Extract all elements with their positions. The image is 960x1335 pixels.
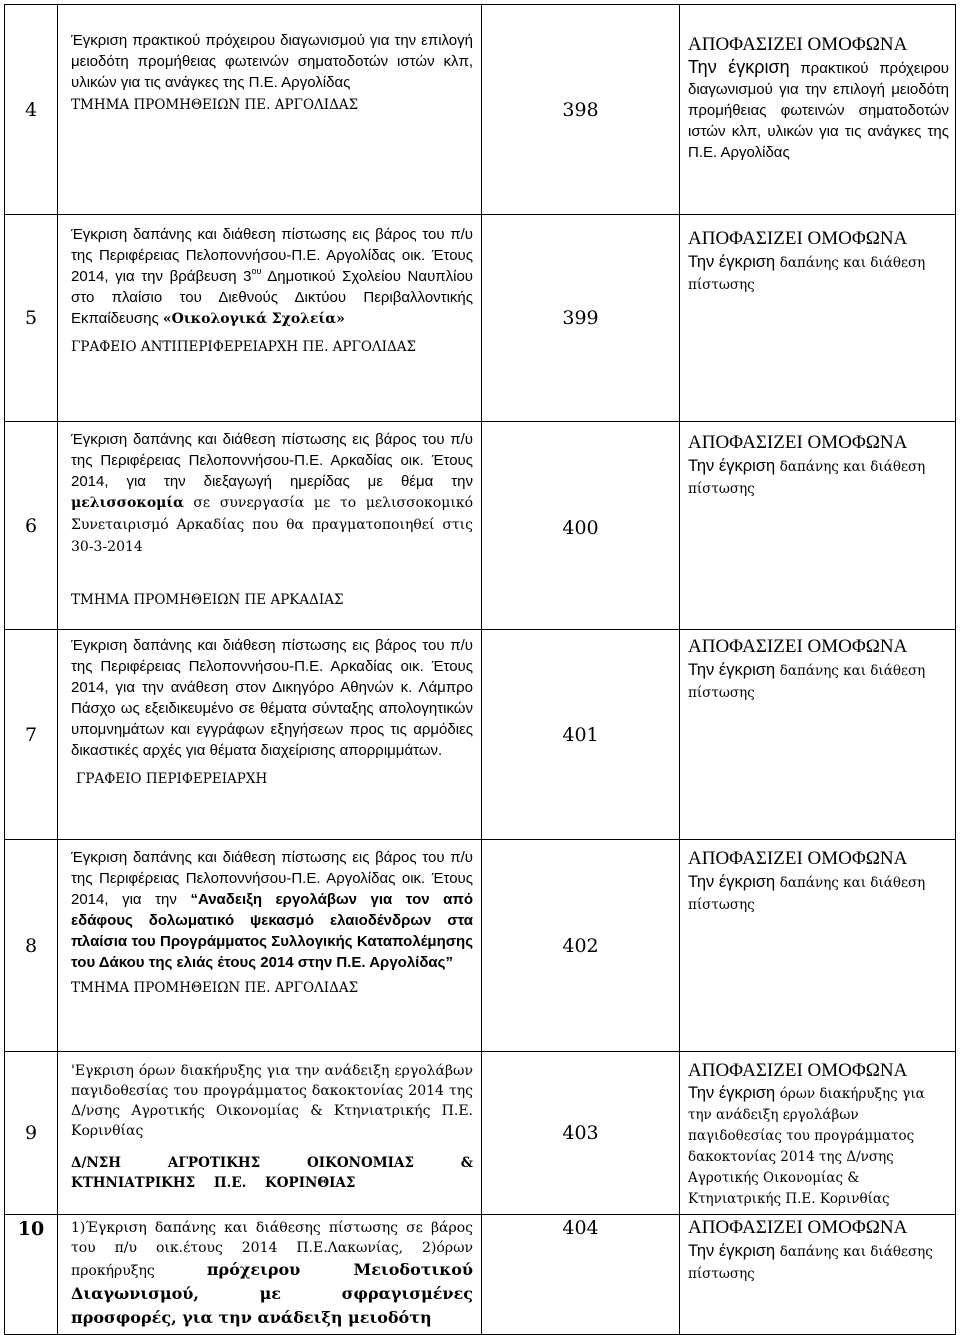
subject-text <box>71 847 473 973</box>
resolution-body <box>688 871 949 916</box>
decision-number: 399 <box>482 215 680 422</box>
subject-text <box>71 1218 473 1330</box>
subject-highlight: πρόχειρου Μειοδοτικού Διαγωνισμού, με σφραγισμένες προσφορές, για την ανάδειξη μειοδότη <box>71 1260 474 1327</box>
department-label: ΓΡΑΦΕΙΟ ΠΕΡΙΦΕΡΕΙΑΡΧΗ <box>76 771 268 787</box>
decision-number: 401 <box>482 630 680 840</box>
resolution-heading: ΑΠΟΦΑΣΙΖΕΙ ΟΜΟΦΩΝΑ <box>688 228 908 249</box>
resolution-text: πρακτικού πρόχειρου διαγωνισμού για την επιλογή μειοδότη προμήθειας φωτεινών σηματοδοτών ιστών κλπ, υλικών για τις ανάγκες της Π.Ε. Αργολίδας <box>688 60 949 161</box>
table-row <box>5 215 956 422</box>
resolution-heading: ΑΠΟΦΑΣΙΖΕΙ ΟΜΟΦΩΝΑ <box>688 848 908 869</box>
item-number: 9 <box>5 1052 58 1215</box>
table-row <box>5 1052 956 1215</box>
resolution-lead: Την έγκριση <box>688 253 776 271</box>
item-number: 5 <box>5 215 58 422</box>
subject-text: Έγκριση δαπάνης και διάθεση πίστωσης εις βάρος του π/υ της Περιφέρειας Πελοποννήσου-Π.Ε. Αρκαδίας οικ. Έτους 2014, για την ανάθεση στον Δικηγόρο Αθηνών κ. Λάμπρο Πάσχο ως εξειδικευμένο σε θέματα σύνταξης απολογητικών υπομνημάτων και εγγράφων εξηγήσεων προς τις αρμόδιες δικαστικές αρχές για θέματα διαχείρισης απορριμμάτων. <box>71 637 473 759</box>
item-subject <box>58 630 482 840</box>
resolution-text: δαπάνης και διάθεση πίστωσης <box>688 875 926 913</box>
table-row <box>5 422 956 630</box>
table-row <box>5 5 956 215</box>
table-row <box>5 630 956 840</box>
resolution <box>680 422 956 630</box>
resolution-lead: Την έγκριση <box>688 57 790 77</box>
subject-text-part: Έγκριση δαπάνης και διάθεση πίστωσης εις βάρος του π/υ της Περιφέρειας Πελοποννήσου-Π.Ε. Αργολίδας οικ. Έτους 2014, για την <box>71 849 473 908</box>
subject-text-part: 1)Έγκριση δαπάνης και διάθεσης πίστωσης σε βάρος του π/υ οικ.έτους 2014 Π.Ε.Λακωνίας, 2)όρων προκήρυξης <box>71 1220 473 1279</box>
resolution-text: δαπάνης και διάθεση πίστωσης <box>688 663 926 701</box>
resolution-text: όρων διακήρυξης <box>779 1086 898 1102</box>
resolution-text: δαπάνης και διάθεσης πίστωσης <box>688 1244 933 1282</box>
decision-number: 398 <box>482 5 680 215</box>
ordinal-suffix: ου <box>251 266 262 276</box>
subject-text <box>71 224 473 330</box>
resolution-lead: Την έγκριση <box>688 457 776 475</box>
item-subject <box>58 215 482 422</box>
item-subject <box>58 1215 482 1335</box>
resolution <box>680 215 956 422</box>
subject-text-part: Δημοτικού Σχολείου Ναυπλίου στο πλαίσιο του Διεθνούς Δικτύου Περιβαλλοντικής Εκπαίδευσης <box>71 268 473 327</box>
resolution-lead: Την έγκριση <box>688 873 776 891</box>
resolution <box>680 1052 956 1215</box>
resolution-heading: ΑΠΟΦΑΣΙΖΕΙ ΟΜΟΦΩΝΑ <box>688 1060 908 1081</box>
decision-number: 403 <box>482 1052 680 1215</box>
subject-highlight: “Αναδειξη εργολάβων για τον από εδάφους δολωματικό ψεκασμό ελαιοδένδρων στα πλαίσια του Προγράμματος Συλλογικής Καταπολέμησης του Δάκου της ελιάς έτους 2014 στην Π.Ε. Αργολίδας” <box>71 891 473 971</box>
item-subject <box>58 840 482 1052</box>
subject-highlight: «Οικολογικά Σχολεία» <box>162 311 345 327</box>
table-row <box>5 1215 956 1335</box>
item-number: 6 <box>5 422 58 630</box>
resolution-body <box>688 1083 949 1210</box>
item-subject <box>58 1052 482 1215</box>
resolution-body <box>688 659 949 704</box>
resolution-lead: Την έγκριση <box>688 1084 776 1102</box>
department-label: ΤΜΗΜΑ ΠΡΟΜΗΘΕΙΩΝ ΠΕ ΑΡΚΑΔΙΑΣ <box>71 592 344 608</box>
item-subject <box>58 5 482 215</box>
department-label: ΓΡΑΦΕΙΟ ΑΝΤΙΠΕΡΙΦΕΡΕΙΑΡΧΗ ΠΕ. ΑΡΓΟΛΙΔΑΣ <box>71 339 417 355</box>
resolution-heading: ΑΠΟΦΑΣΙΖΕΙ ΟΜΟΦΩΝΑ <box>688 636 908 657</box>
resolution <box>680 840 956 1052</box>
item-number: 7 <box>5 630 58 840</box>
subject-text <box>71 429 473 558</box>
resolution-body <box>688 57 949 163</box>
item-number: 10 <box>5 1215 58 1335</box>
resolution-body <box>688 455 949 500</box>
resolution-body <box>688 1240 949 1285</box>
resolution-text: για την ανάδειξη εργολάβων παγιδοθεσίας του προγράμματος δακοκτονίας 2014 της Δ/νσης Αγροτικής Οικονομίας & Κτηνιατρικής Π.Ε. Κορινθίας <box>688 1086 925 1207</box>
item-subject <box>58 422 482 630</box>
department-label: Δ/ΝΣΗ ΑΓΡΟΤΙΚΗΣ ΟΙΚΟΝΟΜΙΑΣ & ΚΤΗΝΙΑΤΡΙΚΗΣ Π.Ε. ΚΟΡΙΝΘΙΑΣ <box>71 1155 473 1191</box>
resolution-text: δαπάνης και διάθεση πίστωσης <box>688 459 926 497</box>
item-number: 4 <box>5 5 58 215</box>
subject-highlight: μελισσοκομία <box>71 495 184 511</box>
resolution-heading: ΑΠΟΦΑΣΙΖΕΙ ΟΜΟΦΩΝΑ <box>688 34 908 55</box>
subject-text-part: Έγκριση δαπάνης και διάθεση πίστωσης εις βάρος του π/υ της Περιφέρειας Πελοποννήσου-Π.Ε. Αρκαδίας οικ. Έτους 2014, για την διεξαγωγή ημερίδας με θέμα την <box>71 431 473 490</box>
decision-number: 402 <box>482 840 680 1052</box>
resolution <box>680 1215 956 1335</box>
resolution-lead: Την έγκριση <box>688 661 776 679</box>
item-number: 8 <box>5 840 58 1052</box>
subject-text: Έγκριση πρακτικού πρόχειρου διαγωνισμού για την επιλογή μειοδότη προμήθειας φωτεινών σηματοδοτών ιστών κλπ, υλικών για τις ανάγκες της Π.Ε. Αργολίδας <box>71 32 473 91</box>
resolution-lead: Την έγκριση <box>688 1242 776 1260</box>
department-label: ΤΜΗΜΑ ΠΡΟΜΗΘΕΙΩΝ ΠΕ. ΑΡΓΟΛΙΔΑΣ <box>71 980 359 996</box>
subject-text-part: σε συνεργασία με το μελισσοκομικό Συνεταιρισμό Αρκαδίας που θα πραγματοποιηθεί στις 30-3-2014 <box>71 495 473 555</box>
decisions-table <box>4 4 956 1335</box>
subject-text: 'Εγκριση όρων διακήρυξης για την ανάδειξη εργολάβων παγιδοθεσίας του προγράμματος δακοκτονίας 2014 της Δ/νσης Αγροτικής Οικονομίας & Κτηνιατρικής Π.Ε. Κορινθίας <box>71 1063 473 1139</box>
resolution-heading: ΑΠΟΦΑΣΙΖΕΙ ΟΜΟΦΩΝΑ <box>688 1217 908 1238</box>
resolution-text: δαπάνης και διάθεση πίστωσης <box>688 255 926 293</box>
table-row <box>5 840 956 1052</box>
resolution <box>680 5 956 215</box>
resolution <box>680 630 956 840</box>
decision-number: 404 <box>482 1215 680 1335</box>
department-label: ΤΜΗΜΑ ΠΡΟΜΗΘΕΙΩΝ ΠΕ. ΑΡΓΟΛΙΔΑΣ <box>71 97 359 113</box>
resolution-heading: ΑΠΟΦΑΣΙΖΕΙ ΟΜΟΦΩΝΑ <box>688 432 908 453</box>
subject-text-part: Έγκριση δαπάνης και διάθεση πίστωσης εις βάρος του π/υ της Περιφέρειας Πελοποννήσου-Π.Ε. Αργολίδας οικ. Έτους 2014, για την βράβευση 3 <box>71 226 473 285</box>
decision-number: 400 <box>482 422 680 630</box>
resolution-body <box>688 251 949 296</box>
